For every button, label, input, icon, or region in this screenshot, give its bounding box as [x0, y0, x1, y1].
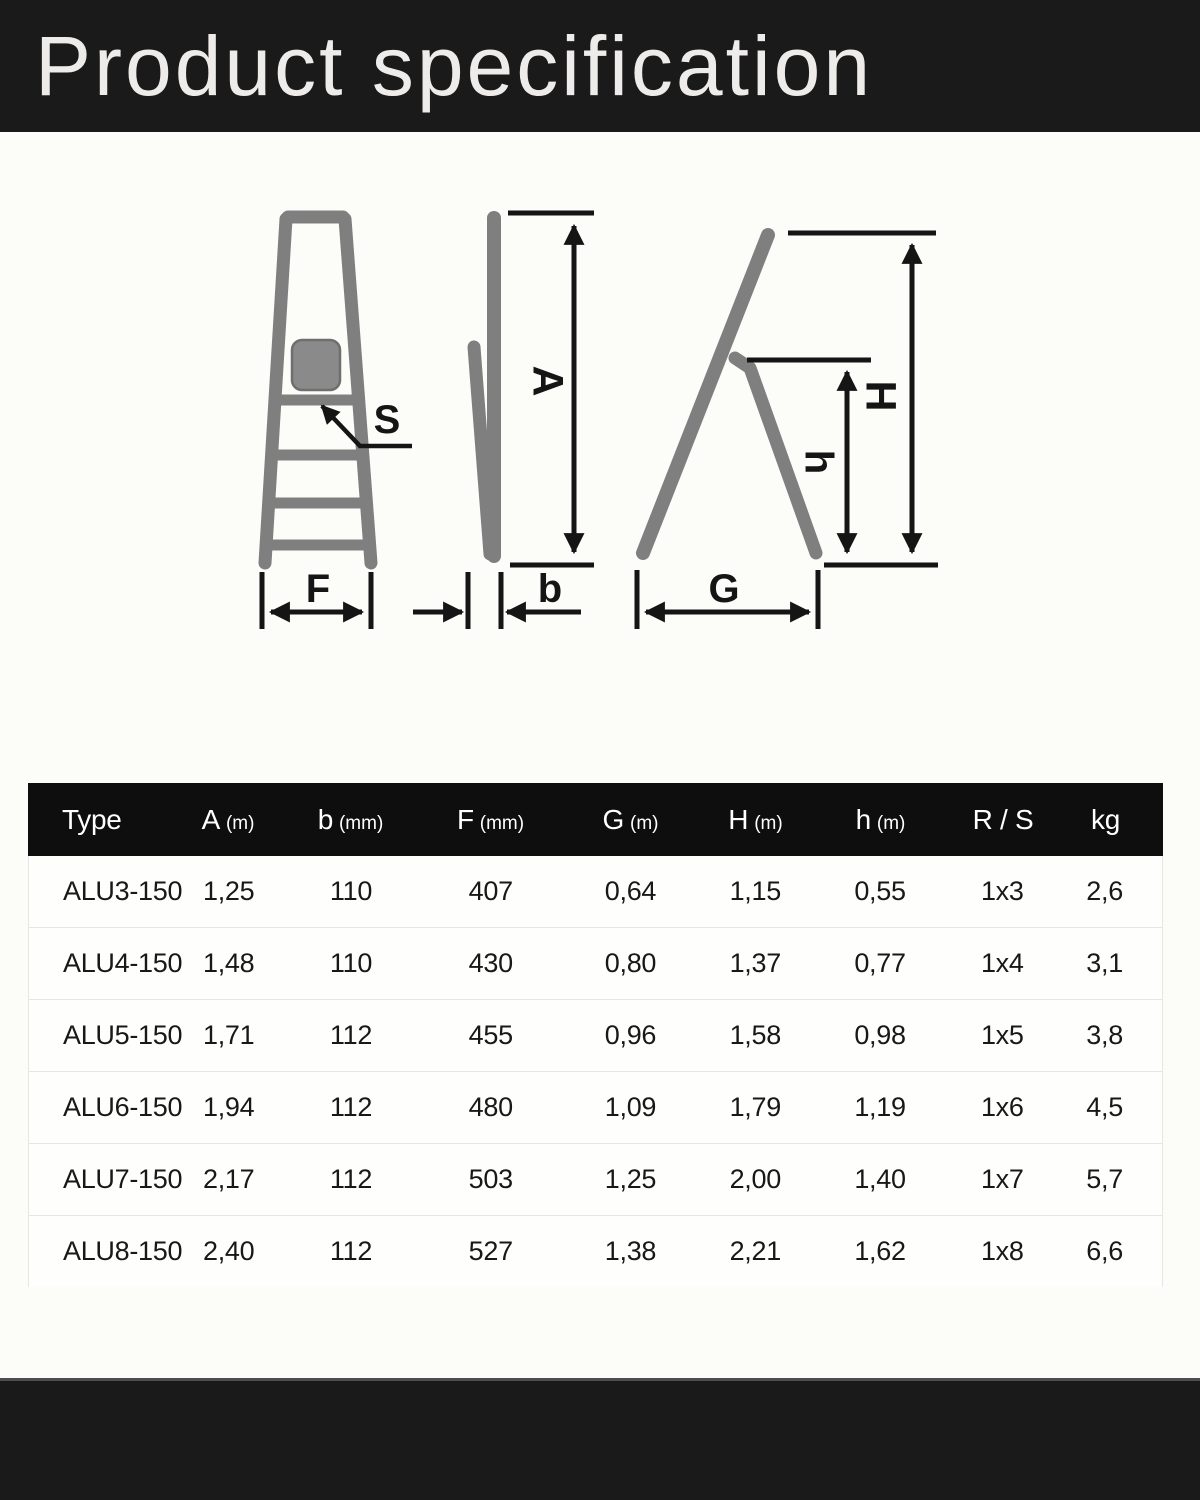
column-header-label: h — [855, 803, 871, 835]
tool-tray — [292, 340, 340, 390]
cell-value: 1,15 — [729, 876, 781, 906]
title-bar — [0, 0, 1200, 132]
dim-H-label: H — [856, 380, 905, 412]
table-row — [29, 1071, 1162, 1143]
table-row — [29, 856, 1162, 927]
cell-value: 455 — [468, 1020, 513, 1050]
cell-value: 1,79 — [729, 1092, 781, 1122]
column-header-label: G — [602, 803, 624, 835]
cell-value: 1,25 — [203, 876, 255, 906]
dim-g — [637, 567, 818, 629]
cell-value: 112 — [329, 1164, 373, 1194]
dim-b-label: b — [537, 567, 563, 611]
cell-value: 1,62 — [854, 1236, 906, 1266]
cell-value: 1,71 — [203, 1020, 255, 1050]
column-header-label: kg — [1091, 803, 1120, 835]
cell-value: 1,48 — [203, 948, 255, 978]
cell-value: 5,7 — [1086, 1164, 1123, 1194]
ladder-side-open — [643, 235, 816, 553]
table-row — [29, 1215, 1162, 1287]
column-header-a — [183, 804, 273, 836]
front-right-rail — [345, 219, 371, 563]
cell-value: 110 — [329, 876, 373, 906]
cell-value: 112 — [329, 1020, 373, 1050]
spec-table-body — [28, 856, 1163, 1287]
cell-value: 1,40 — [854, 1164, 906, 1194]
column-header-label: H — [728, 803, 749, 835]
table-row — [29, 1143, 1162, 1215]
cell-value: 2,40 — [203, 1236, 255, 1266]
page-title: Product specification — [35, 18, 874, 113]
cell-value: 4,5 — [1086, 1092, 1123, 1122]
column-header-f — [428, 804, 553, 836]
dim-b — [413, 567, 581, 629]
cell-value: 1x4 — [980, 948, 1024, 978]
column-header-kg — [1048, 804, 1163, 836]
cell-value: 407 — [468, 876, 513, 906]
dim-f-label: F — [305, 567, 331, 611]
cell-value: 110 — [329, 948, 373, 978]
cell-value: 2,6 — [1086, 876, 1123, 906]
column-header-label: R / S — [972, 803, 1034, 835]
column-header-h — [803, 804, 958, 836]
cell-type: ALU3-150 — [63, 876, 183, 906]
cell-value: 1x7 — [980, 1164, 1024, 1194]
table-row — [29, 999, 1162, 1071]
cell-value: 2,17 — [203, 1164, 255, 1194]
step-label: S — [373, 398, 401, 442]
column-header-unit: (m) — [630, 812, 659, 834]
column-header-h — [708, 804, 803, 836]
cell-type: ALU4-150 — [63, 948, 183, 978]
cell-value: 1,09 — [604, 1092, 657, 1122]
cell-value: 0,55 — [854, 876, 906, 906]
cell-value: 1x3 — [980, 876, 1024, 906]
cell-value: 1,25 — [604, 1164, 657, 1194]
spec-table — [28, 783, 1163, 1287]
cell-value: 6,6 — [1086, 1236, 1123, 1266]
column-header-b — [273, 804, 428, 836]
column-header-unit: (m) — [225, 812, 255, 834]
ladder-front-view — [265, 217, 371, 563]
cell-value: 2,00 — [729, 1164, 781, 1194]
cell-value: 503 — [468, 1164, 513, 1194]
cell-value: 0,77 — [854, 948, 906, 978]
column-header-label: F — [456, 803, 474, 835]
spec-table-header-row — [28, 783, 1163, 856]
cell-type: ALU6-150 — [63, 1092, 183, 1122]
table-row — [29, 927, 1162, 999]
cell-value: 480 — [468, 1092, 513, 1122]
cell-type: ALU8-150 — [63, 1236, 183, 1266]
cell-value: 0,64 — [604, 876, 657, 906]
cell-value: 1x8 — [980, 1236, 1024, 1266]
cell-value: 112 — [329, 1236, 373, 1266]
column-header-label: Type — [62, 803, 122, 835]
column-header-unit: (mm) — [338, 812, 384, 834]
cell-value: 0,96 — [604, 1020, 657, 1050]
cell-value: 1x6 — [980, 1092, 1024, 1122]
dim-h-label: h — [796, 449, 841, 475]
dim-h-big — [788, 233, 938, 565]
cell-value: 1,94 — [203, 1092, 255, 1122]
column-header-label: A — [201, 803, 220, 835]
cell-value: 1x5 — [980, 1020, 1024, 1050]
cell-type: ALU5-150 — [63, 1020, 183, 1050]
cell-value: 1,37 — [729, 948, 781, 978]
cell-value: 3,8 — [1086, 1020, 1123, 1050]
column-header-unit: (m) — [754, 812, 783, 834]
column-header-g — [553, 804, 708, 836]
column-header-unit: (mm) — [479, 812, 525, 834]
cell-value: 1,19 — [854, 1092, 906, 1122]
dim-f — [262, 567, 371, 629]
cell-value: 0,80 — [604, 948, 657, 978]
dim-g-label: G — [708, 567, 740, 611]
ladder-dimension-diagram — [0, 140, 1200, 660]
ladder-side-closed — [474, 218, 494, 556]
column-header-label: b — [317, 803, 333, 835]
front-left-rail — [265, 219, 286, 563]
cell-value: 527 — [468, 1236, 513, 1266]
column-header-r-s — [958, 804, 1048, 836]
cell-value: 2,21 — [729, 1236, 781, 1266]
cell-value: 1,38 — [604, 1236, 657, 1266]
open-front-rail — [643, 235, 768, 553]
dim-a-label: A — [523, 365, 572, 397]
cell-value: 1,58 — [729, 1020, 781, 1050]
footer-bar — [0, 1378, 1200, 1500]
cell-value: 3,1 — [1086, 948, 1123, 978]
column-header-unit: (m) — [876, 812, 906, 834]
dim-a — [508, 213, 594, 565]
cell-value: 112 — [329, 1092, 373, 1122]
cell-value: 0,98 — [854, 1020, 906, 1050]
column-header-type — [28, 804, 183, 836]
cell-type: ALU7-150 — [63, 1164, 183, 1194]
cell-value: 430 — [468, 948, 513, 978]
